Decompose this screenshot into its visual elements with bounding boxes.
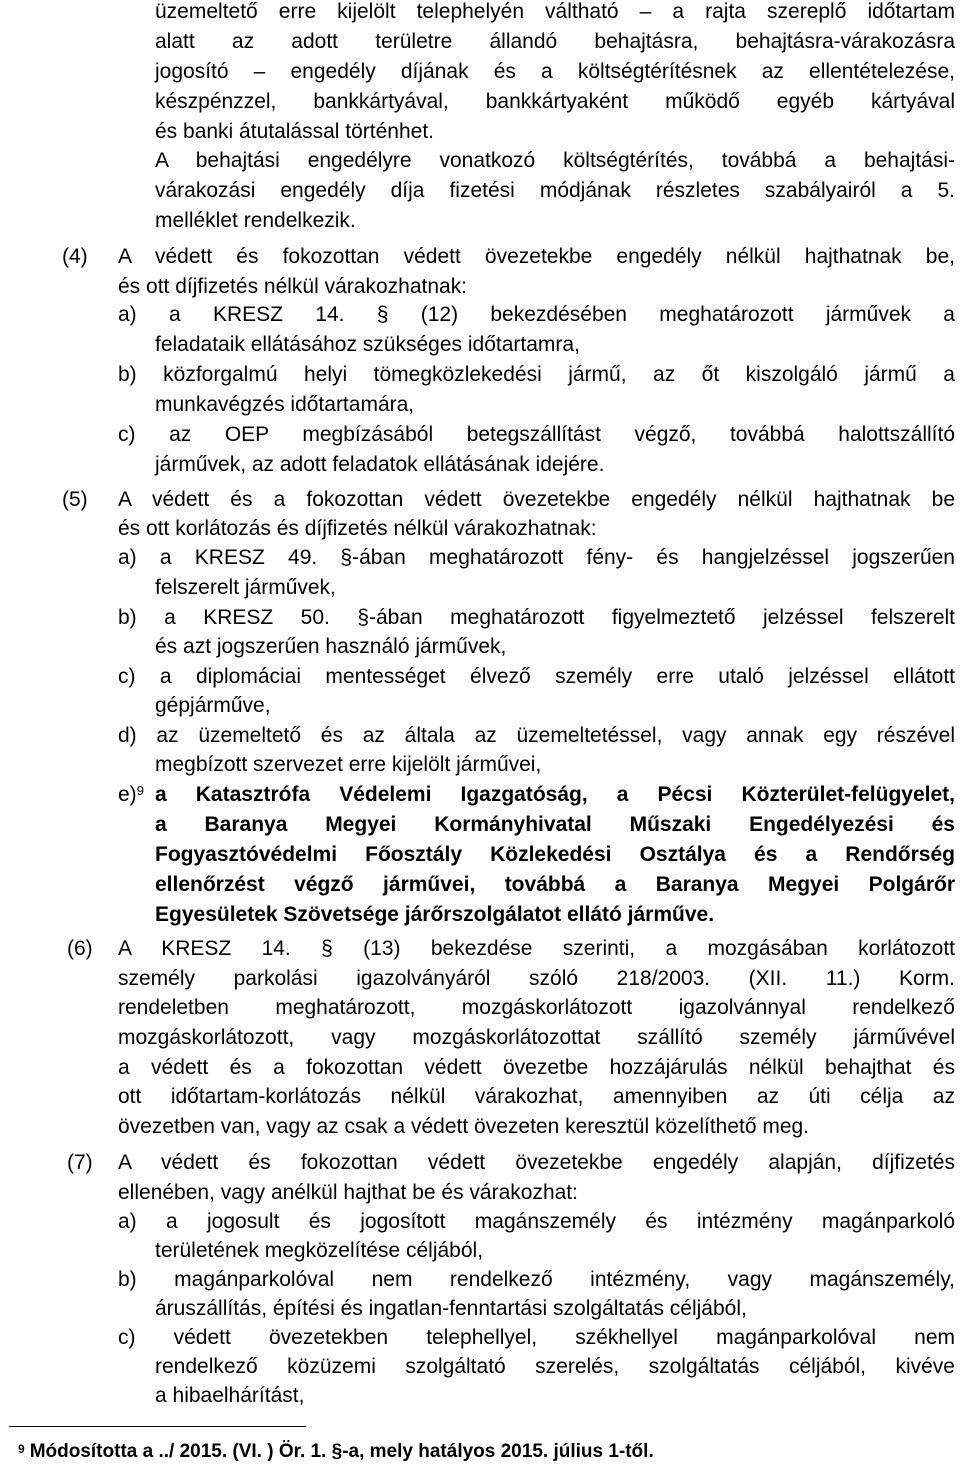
list-item-line: b) a KRESZ 50. §-ában meghatározott figyelmeztető jelzéssel felszerelt xyxy=(118,606,955,629)
text-line: melléklet rendelkezik. xyxy=(155,209,356,232)
list-item-line: b) magánparkolóval nem rendelkező intézmény, vagy magánszemély, xyxy=(118,1268,955,1291)
list-item-line: a hibaelhárítást, xyxy=(155,1384,305,1407)
list-item-line: b) közforgalmú helyi tömegközlekedési jármű, az őt kiszolgáló jármű a xyxy=(118,363,955,386)
text-line: A védett és fokozottan védett övezetekbe engedély nélkül hajthatnak be, xyxy=(118,245,955,268)
list-item-line: a) a KRESZ 49. §-ában meghatározott fény- és hangjelzéssel jogszerűen xyxy=(118,546,955,569)
text-line: és ott díjfizetés nélkül várakozhatnak: xyxy=(118,275,468,298)
footnote-separator xyxy=(9,1426,306,1427)
text-line: alatt az adott területre állandó behajtásra, behajtásra-várakozásra xyxy=(155,30,955,53)
list-item-line: felszerelt járművek, xyxy=(155,576,336,599)
paragraph-number: (4) xyxy=(62,245,88,268)
list-item-line: a) a KRESZ 14. § (12) bekezdésében meghatározott járművek a xyxy=(118,303,955,326)
text-line: üzemeltető erre kijelölt telephelyén váltható – a rajta szereplő időtartam xyxy=(155,0,955,23)
text-line: készpénzzel, bankkártyával, bankkártyaként működő egyéb kártyával xyxy=(155,90,955,113)
bold-text-line: ellenőrzést végző járművei, továbbá a Baranya Megyei Polgárőr xyxy=(155,873,955,896)
list-item-line: d) az üzemeltető és az általa az üzemeltetéssel, vagy annak egy részével xyxy=(118,724,955,747)
text-line: várakozási engedély díja fizetési módjának részletes szabályairól a 5. xyxy=(155,179,955,202)
text-line: ott időtartam-korlátozás nélkül várakozhat, amennyiben az úti célja az xyxy=(118,1085,955,1108)
list-item-line: területének megközelítése céljából, xyxy=(155,1239,484,1262)
text-line: rendeletben meghatározott, mozgáskorlátozott igazolvánnyal rendelkező xyxy=(118,996,955,1019)
text-line: övezetben van, vagy az csak a védett övezeten keresztül közelíthető meg. xyxy=(118,1115,810,1138)
footnote xyxy=(18,1439,654,1465)
list-item-line: munkavégzés időtartamára, xyxy=(155,393,415,416)
text-line: a védett és a fokozottan védett övezetbe hozzájárulás nélkül behajthat és xyxy=(118,1056,955,1079)
list-item-line: c) az OEP megbízásából betegszállítást végző, továbbá halottszállító xyxy=(118,423,955,446)
footnote-text: Módosította a ../ 2015. (VI. ) Ör. 1. §-a, mely hatályos 2015. július 1-től. xyxy=(29,1441,654,1462)
text-line: A behajtási engedélyre vonatkozó költségtérítés, továbbá a behajtási- xyxy=(155,149,955,172)
bold-text-line: a Katasztrófa Védelemi Igazgatóság, a Pécsi Közterület-felügyelet, xyxy=(155,783,955,806)
list-item-line: megbízott szervezet erre kijelölt járművei, xyxy=(155,753,542,776)
text-line: jogosító – engedély díjának és a költségtérítésnek az ellentételezése, xyxy=(155,60,955,83)
text-line: és ott korlátozás és díjfizetés nélkül várakozhatnak: xyxy=(118,517,597,540)
list-item-line: feladataik ellátásához szükséges időtartamra, xyxy=(155,333,580,356)
paragraph-number: (5) xyxy=(62,488,88,511)
list-item-line: járművek, az adott feladatok ellátásának idejére. xyxy=(155,453,605,476)
list-item-line: áruszállítás, építési és ingatlan-fenntartási szolgáltatás céljából, xyxy=(155,1297,747,1320)
bold-text-line: Egyesületek Szövetsége járőrszolgálatot ellátó járműve. xyxy=(155,903,715,926)
list-item-line: c) védett övezetekben telephellyel, székhellyel magánparkolóval nem xyxy=(118,1326,955,1349)
text-line: ellenében, vagy anélkül hajthat be és várakozhat: xyxy=(118,1181,578,1204)
bold-text-line: a Baranya Megyei Kormányhivatal Műszaki Engedélyezési és xyxy=(155,813,955,836)
list-item-letter: e) xyxy=(118,783,137,806)
list-item-line: a) a jogosult és jogosított magánszemély és intézmény magánparkoló xyxy=(118,1210,955,1233)
text-line: és banki átutalással történhet. xyxy=(155,120,435,143)
text-line: A védett és fokozottan védett övezetekbe engedély alapján, díjfizetés xyxy=(118,1151,955,1174)
text-line: A védett és a fokozottan védett övezetekbe engedély nélkül hajthatnak be xyxy=(118,488,955,511)
list-item-marker xyxy=(118,780,144,810)
paragraph-number: (6) xyxy=(67,937,93,960)
text-line: A KRESZ 14. § (13) bekezdése szerinti, a mozgásában korlátozott xyxy=(118,937,955,960)
text-line: személy parkolási igazolványáról szóló 218/2003. (XII. 11.) Korm. xyxy=(118,967,955,990)
paragraph-number: (7) xyxy=(67,1151,93,1174)
list-item-line: gépjárműve, xyxy=(155,694,271,717)
text-line: mozgáskorlátozott, vagy mozgáskorlátozottat szállító személy járművével xyxy=(118,1026,955,1049)
footnote-number: 9 xyxy=(18,1442,25,1456)
list-item-line: rendelkező közüzemi szolgáltató szerelés, szolgáltatás céljából, kivéve xyxy=(155,1355,955,1378)
footnote-reference[interactable]: 9 xyxy=(136,783,144,798)
list-item-line: c) a diplomáciai mentességet élvező személy erre utaló jelzéssel ellátott xyxy=(118,665,955,688)
list-item-line: és azt jogszerűen használó járművek, xyxy=(155,635,507,658)
bold-text-line: Fogyasztóvédelmi Főosztály Közlekedési Osztálya és a Rendőrség xyxy=(155,843,955,866)
